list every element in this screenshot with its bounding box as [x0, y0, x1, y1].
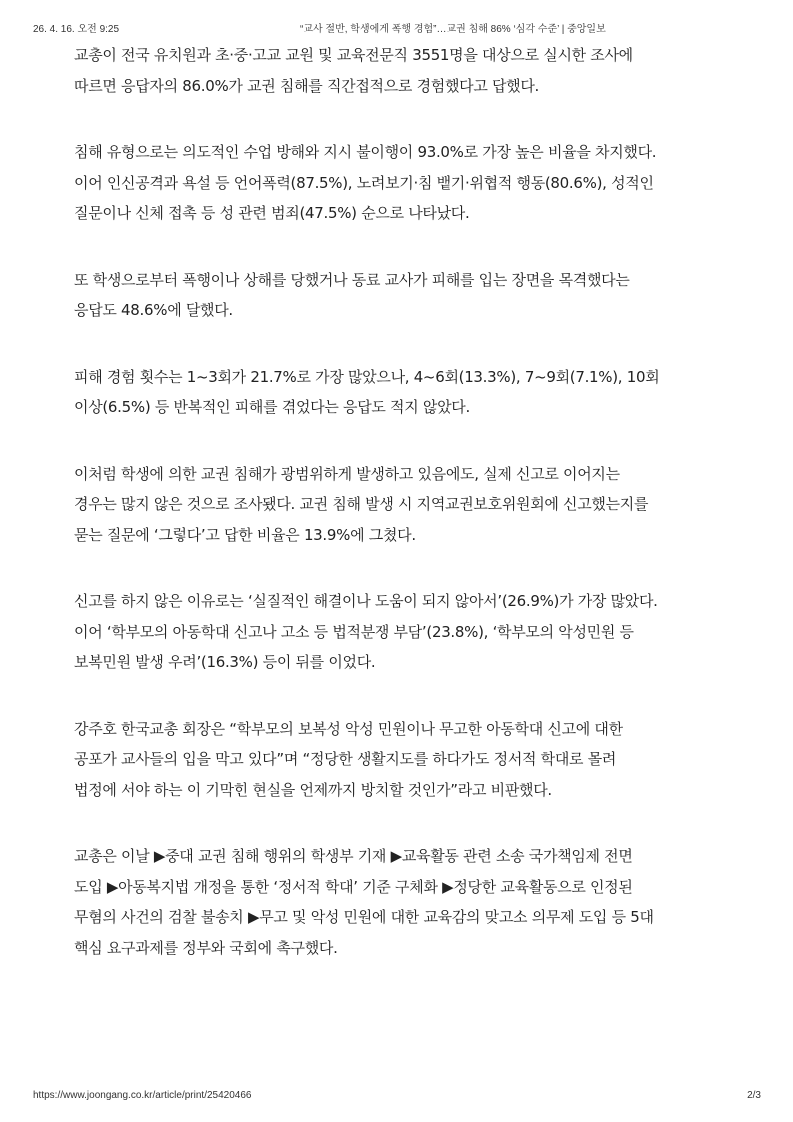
- paragraph-line: 보복민원 발생 우려’(16.3%) 등이 뒤를 이었다.: [74, 653, 376, 671]
- paragraph-line: 공포가 교사들의 입을 막고 있다”며 “정당한 생활지도를 하다가도 정서적 학대로 몰려: [74, 750, 617, 768]
- print-footer: [0, 1090, 793, 1104]
- paragraph-line: 따르면 응답자의 86.0%가 교권 침해를 직간접적으로 경험했다고 답했다.: [74, 76, 540, 95]
- paragraph-line: 이처럼 학생에 의한 교권 침해가 광범위하게 발생하고 있음에도, 실제 신고로 이어지는: [74, 464, 620, 483]
- paragraph-line: 교총은 이날 ▶중대 교권 침해 행위의 학생부 기재 ▶교육활동 관련 소송 국가책임제 전면: [74, 847, 633, 865]
- article-paragraph-6: [74, 586, 734, 678]
- paragraph-line: 도입 ▶아동복지법 개정을 통한 ‘정서적 학대’ 기준 구체화 ▶정당한 교육활동으로 인정된: [74, 877, 633, 896]
- paragraph-line: 강주호 한국교총 회장은 “학부모의 보복성 악성 민원이나 무고한 아동학대 신고에 대한: [74, 719, 623, 738]
- print-date: 26. 4. 16. 오전 9:25: [33, 24, 120, 35]
- paragraph-line: 침해 유형으로는 의도적인 수업 방해와 지시 불이행이 93.0%로 가장 높은 비율을 차지했다.: [74, 143, 657, 161]
- article-paragraph-8: [74, 841, 734, 963]
- paragraph-line: 무혐의 사건의 검찰 불송치 ▶무고 및 악성 민원에 대한 교육감의 맞고소 의무제 도입 등 5대: [74, 908, 654, 926]
- print-url: https://www.joongang.co.kr/article/print/25420466: [33, 1090, 252, 1101]
- article-paragraph-4: [74, 362, 734, 423]
- print-header: [0, 20, 793, 34]
- page-number: 2/3: [747, 1090, 761, 1101]
- article-body: [74, 40, 734, 999]
- article-paragraph-7: [74, 714, 734, 806]
- paragraph-line: 핵심 요구과제를 정부와 국회에 촉구했다.: [74, 938, 338, 957]
- article-paragraph-5: [74, 459, 734, 551]
- print-page-title: “교사 절반, 학생에게 폭행 경험”…교권 침해 86% ‘심각 수준’ | 중앙일보: [300, 24, 606, 35]
- paragraph-line: 응답도 48.6%에 달했다.: [74, 301, 233, 319]
- article-paragraph-2: [74, 137, 734, 229]
- paragraph-line: 피해 경험 횟수는 1~3회가 21.7%로 가장 많았으나, 4~6회(13.3%), 7~9회(7.1%), 10회: [74, 367, 660, 386]
- article-paragraph-1: [74, 40, 734, 101]
- paragraph-line: 이어 인신공격과 욕설 등 언어폭력(87.5%), 노려보기·침 뱉기·위협적 행동(80.6%), 성적인: [74, 173, 654, 192]
- paragraph-line: 또 학생으로부터 폭행이나 상해를 당했거나 동료 교사가 피해를 입는 장면을 목격했다는: [74, 270, 630, 289]
- paragraph-line: 경우는 많지 않은 것으로 조사됐다. 교권 침해 발생 시 지역교권보호위원회에 신고했는지를: [74, 495, 649, 513]
- article-paragraph-3: [74, 265, 734, 326]
- paragraph-line: 신고를 하지 않은 이유로는 ‘실질적인 해결이나 도움이 되지 않아서’(26.9%)가 가장 많았다.: [74, 592, 658, 610]
- paragraph-line: 이어 ‘학부모의 아동학대 신고나 고소 등 법적분쟁 부담’(23.8%), ‘학부모의 악성민원 등: [74, 622, 634, 641]
- paragraph-line: 묻는 질문에 ‘그렇다’고 답한 비율은 13.9%에 그쳤다.: [74, 525, 416, 544]
- paragraph-line: 법정에 서야 하는 이 기막힌 현실을 언제까지 방치할 것인가”라고 비판했다.: [74, 780, 552, 799]
- paragraph-line: 질문이나 신체 접촉 등 성 관련 범죄(47.5%) 순으로 나타났다.: [74, 204, 470, 222]
- paragraph-line: 교총이 전국 유치원과 초·중·고교 교원 및 교육전문직 3551명을 대상으로 실시한 조사에: [74, 46, 633, 64]
- paragraph-line: 이상(6.5%) 등 반복적인 피해를 겪었다는 응답도 적지 않았다.: [74, 398, 470, 416]
